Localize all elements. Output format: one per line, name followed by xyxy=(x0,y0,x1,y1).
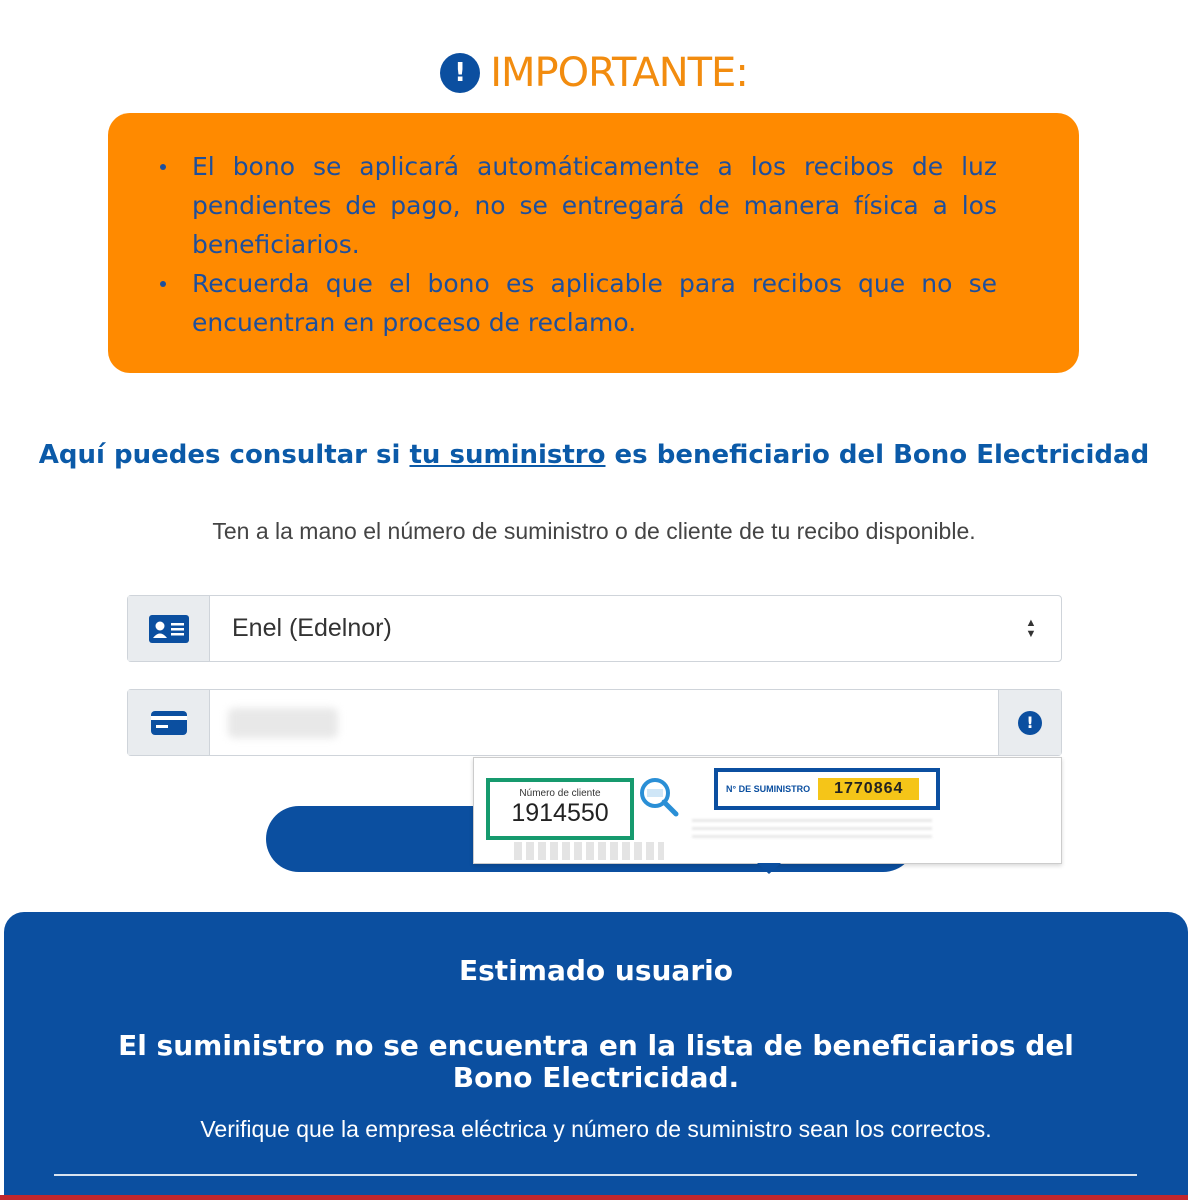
query-title xyxy=(0,440,1188,470)
magnifier-icon xyxy=(638,776,680,818)
notice-item: Recuerda que el bono es aplicable para recibos que no se encuentran en proceso de reclamo. xyxy=(190,264,997,342)
client-number-value: 1914550 xyxy=(511,799,609,827)
supply-number-box xyxy=(714,768,940,810)
notice-list xyxy=(190,147,997,342)
card-icon xyxy=(128,690,210,755)
supply-help-tooltip xyxy=(473,757,1062,864)
id-card-icon xyxy=(128,596,210,661)
query-title-text: Aquí puedes consultar si xyxy=(38,440,410,470)
instruction-text: Ten a la mano el número de suministro o de cliente de tu recibo disponible. xyxy=(212,518,976,544)
receipt-detail-lines xyxy=(514,842,664,860)
supply-input-group xyxy=(127,689,1062,756)
important-notice xyxy=(108,113,1079,373)
info-exclamation-icon: ! xyxy=(1018,711,1042,735)
exclamation-icon: ! xyxy=(440,53,480,93)
receipt-blurred-lines xyxy=(692,814,932,838)
result-greeting: Estimado usuario xyxy=(459,954,733,987)
result-message: El suministro no se encuentra en la lista de beneficiarios del Bono Electricidad. xyxy=(118,1029,1074,1094)
client-number-label: Número de cliente xyxy=(519,788,601,799)
important-title: IMPORTANTE: xyxy=(490,50,748,96)
supply-info-link[interactable]: tu suministro xyxy=(409,440,606,470)
help-button[interactable] xyxy=(998,690,1061,755)
query-title-text-end: es beneficiario del Bono Electricidad xyxy=(605,440,1150,470)
client-number-box xyxy=(486,778,634,840)
tooltip-tail xyxy=(757,863,781,874)
result-hint: Verifique que la empresa eléctrica y número de suministro sean los correctos. xyxy=(200,1116,992,1142)
supply-number-value: 1770864 xyxy=(818,778,919,800)
result-divider xyxy=(54,1174,1137,1176)
important-header xyxy=(0,48,1188,98)
notice-item: El bono se aplicará automáticamente a los recibos de luz pendientes de pago, no se entregará de manera física a los beneficiarios. xyxy=(190,147,997,264)
redacted-value xyxy=(228,708,338,738)
supply-number-label: N° DE SUMINISTRO xyxy=(726,784,811,794)
company-select[interactable] xyxy=(127,595,1062,662)
bottom-strip xyxy=(0,1195,1188,1200)
company-select-value[interactable]: Enel (Edelnor) xyxy=(232,614,392,642)
result-panel xyxy=(4,912,1188,1200)
select-arrows-icon[interactable]: ▲ ▼ xyxy=(1025,616,1037,640)
